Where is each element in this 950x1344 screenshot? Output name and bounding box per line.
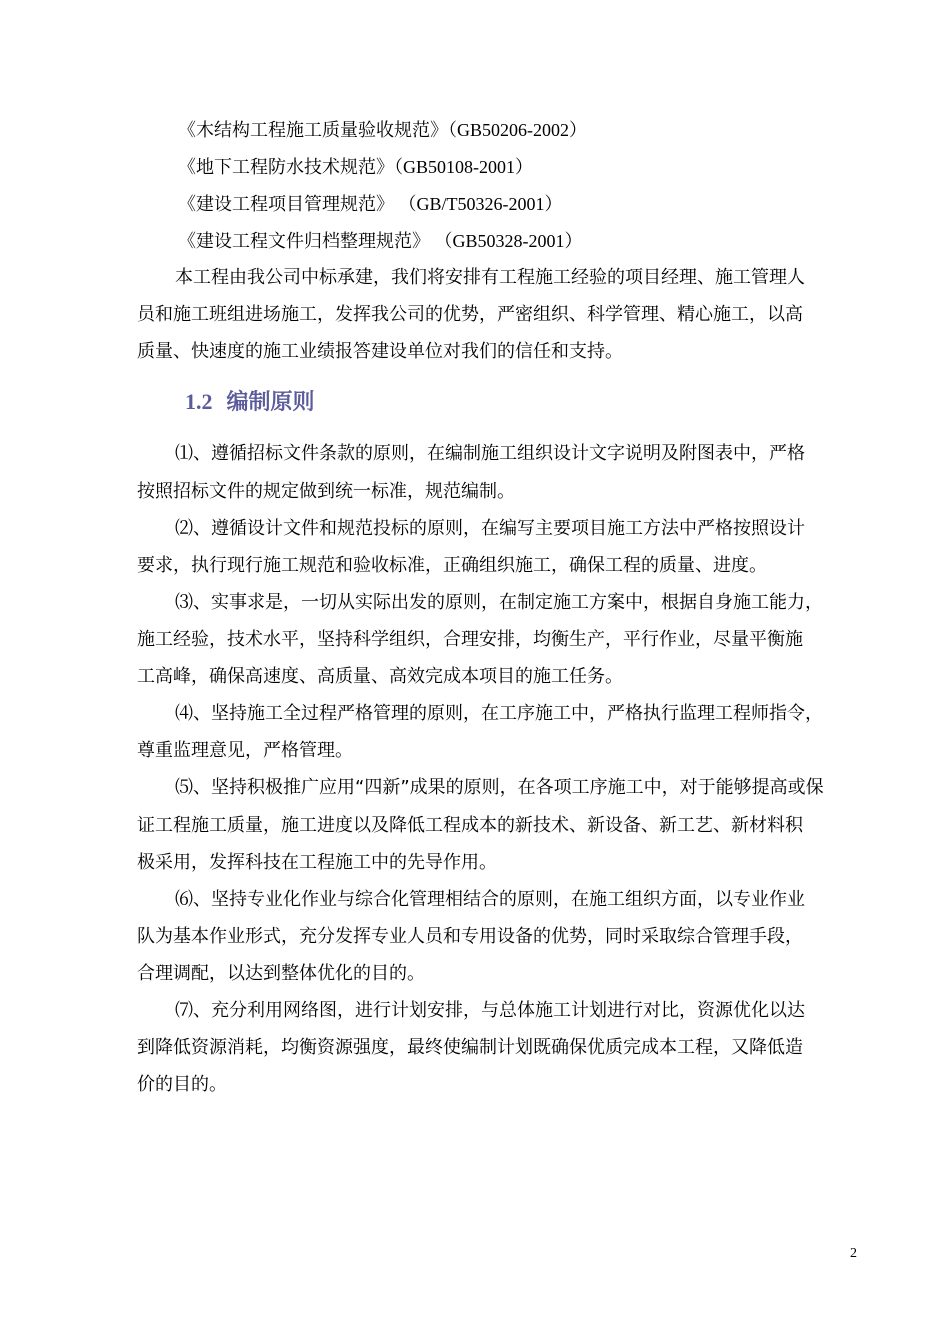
principle-7-line: ⑺、充分利用网络图，进行计划安排，与总体施工计划进行对比，资源优化以达 [175,1000,805,1021]
reference-title: 《建设工程项目管理规范》 [178,194,394,215]
principle-3-line: 施工经验，技术水平，坚持科学组织，合理安排，均衡生产，平行作业，尽量平衡施 [137,629,803,650]
intro-paragraph-line: 质量、快速度的施工业绩报答建设单位对我们的信任和支持。 [137,341,623,362]
principle-4-line: 尊重监理意见，严格管理。 [137,740,353,761]
intro-paragraph-line: 本工程由我公司中标承建，我们将安排有工程施工经验的项目经理、施工管理人 [175,267,805,288]
principle-2-line: 要求，执行现行施工规范和验收标准，正确组织施工，确保工程的质量、进度。 [137,555,767,576]
reference-code: （GB50108-2001） [394,157,533,177]
principle-4-line: ⑷、坚持施工全过程严格管理的原则，在工序施工中，严格执行监理工程师指令， [175,703,823,724]
principle-2-line: ⑵、遵循设计文件和规范投标的原则，在编写主要项目施工方法中严格按照设计 [175,518,805,539]
principle-6-line: ⑹、坚持专业化作业与综合化管理相结合的原则，在施工组织方面，以专业作业 [175,889,805,910]
section-number: 1.2 [185,389,213,414]
section-heading [185,387,315,418]
principle-5-line: 极采用，发挥科技在工程施工中的先导作用。 [137,852,497,873]
page-number: 2 [850,1246,857,1261]
principle-6-line: 队为基本作业形式，充分发挥专业人员和专用设备的优势，同时采取综合管理手段， [137,926,803,947]
principle-7-line: 价的目的。 [137,1074,227,1095]
principle-6-line: 合理调配，以达到整体优化的目的。 [137,963,425,984]
intro-paragraph-line: 员和施工班组进场施工，发挥我公司的优势，严密组织、科学管理、精心施工，以高 [137,304,803,325]
section-title: 编制原则 [226,390,315,415]
reference-item [178,192,563,217]
reference-code: （GB50328-2001） [430,231,583,251]
reference-title: 《建设工程文件归档整理规范》 [178,231,430,252]
reference-item [178,155,533,180]
principle-1-line: 按照招标文件的规定做到统一标准，规范编制。 [137,481,515,502]
principle-3-line: 工高峰，确保高速度、高质量、高效完成本项目的施工任务。 [137,666,623,687]
principle-1-line: ⑴、遵循招标文件条款的原则，在编制施工组织设计文字说明及附图表中，严格 [175,443,805,464]
reference-code: （GB/T50326-2001） [394,194,563,214]
reference-title: 《地下工程防水技术规范》 [178,157,394,178]
principle-3-line: ⑶、实事求是，一切从实际出发的原则，在制定施工方案中，根据自身施工能力， [175,592,823,613]
reference-title: 《木结构工程施工质量验收规范》 [178,120,448,141]
principle-7-line: 到降低资源消耗，均衡资源强度，最终使编制计划既确保优质完成本工程，又降低造 [137,1037,803,1058]
reference-item [178,118,587,143]
reference-item [178,229,583,254]
principle-5-line: 证工程施工质量，施工进度以及降低工程成本的新技术、新设备、新工艺、新材料积 [137,815,803,836]
principle-5-line: ⑸、坚持积极推广应用“四新”成果的原则，在各项工序施工中，对于能够提高或保 [175,777,824,798]
reference-code: （GB50206-2002） [448,120,587,140]
